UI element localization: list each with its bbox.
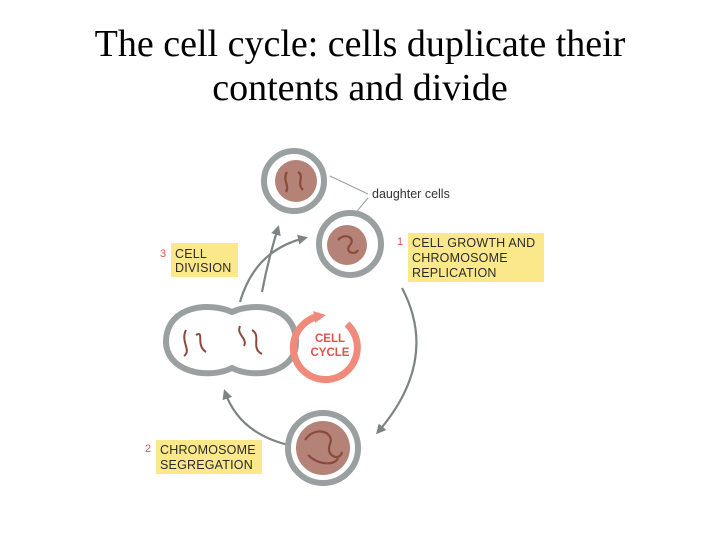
daughter-cell-bottom: [319, 213, 381, 275]
stage-number: 2: [145, 443, 152, 455]
title-line-2: contents and divide: [212, 67, 508, 109]
stage-2-line-2: SEGREGATION: [160, 458, 253, 472]
stage-3-line-1: CELL: [175, 247, 208, 261]
cell-cycle-center: [293, 316, 357, 380]
stage-1-line-2: CHROMOSOME: [412, 251, 508, 265]
center-label-line-2: CYCLE: [310, 347, 350, 359]
center-label-line-1: CELL: [314, 333, 346, 345]
stage-1-line-3: REPLICATION: [412, 266, 497, 280]
stage-1-label: [397, 233, 544, 282]
daughter-pointer-top: [330, 176, 368, 194]
stage-2-line-1: CHROMOSOME: [160, 443, 256, 457]
stage-2-label: [145, 440, 262, 474]
daughter-cells-label: daughter cells: [372, 187, 450, 201]
stage-number: 1: [397, 236, 404, 248]
stage-3-line-2: DIVISION: [175, 261, 232, 275]
stage-number: 3: [160, 248, 167, 260]
arrow-growth-to-segregation: [378, 288, 416, 432]
daughter-cell-top: [264, 151, 324, 211]
arrow-segregation-to-division: [225, 392, 293, 446]
dividing-cell: [166, 307, 296, 373]
stage-1-line-1: CELL GROWTH AND: [412, 236, 536, 250]
title-line-1: The cell cycle: cells duplicate their: [94, 23, 626, 65]
stage-3-label: [160, 243, 238, 277]
mother-cell: [288, 413, 358, 483]
